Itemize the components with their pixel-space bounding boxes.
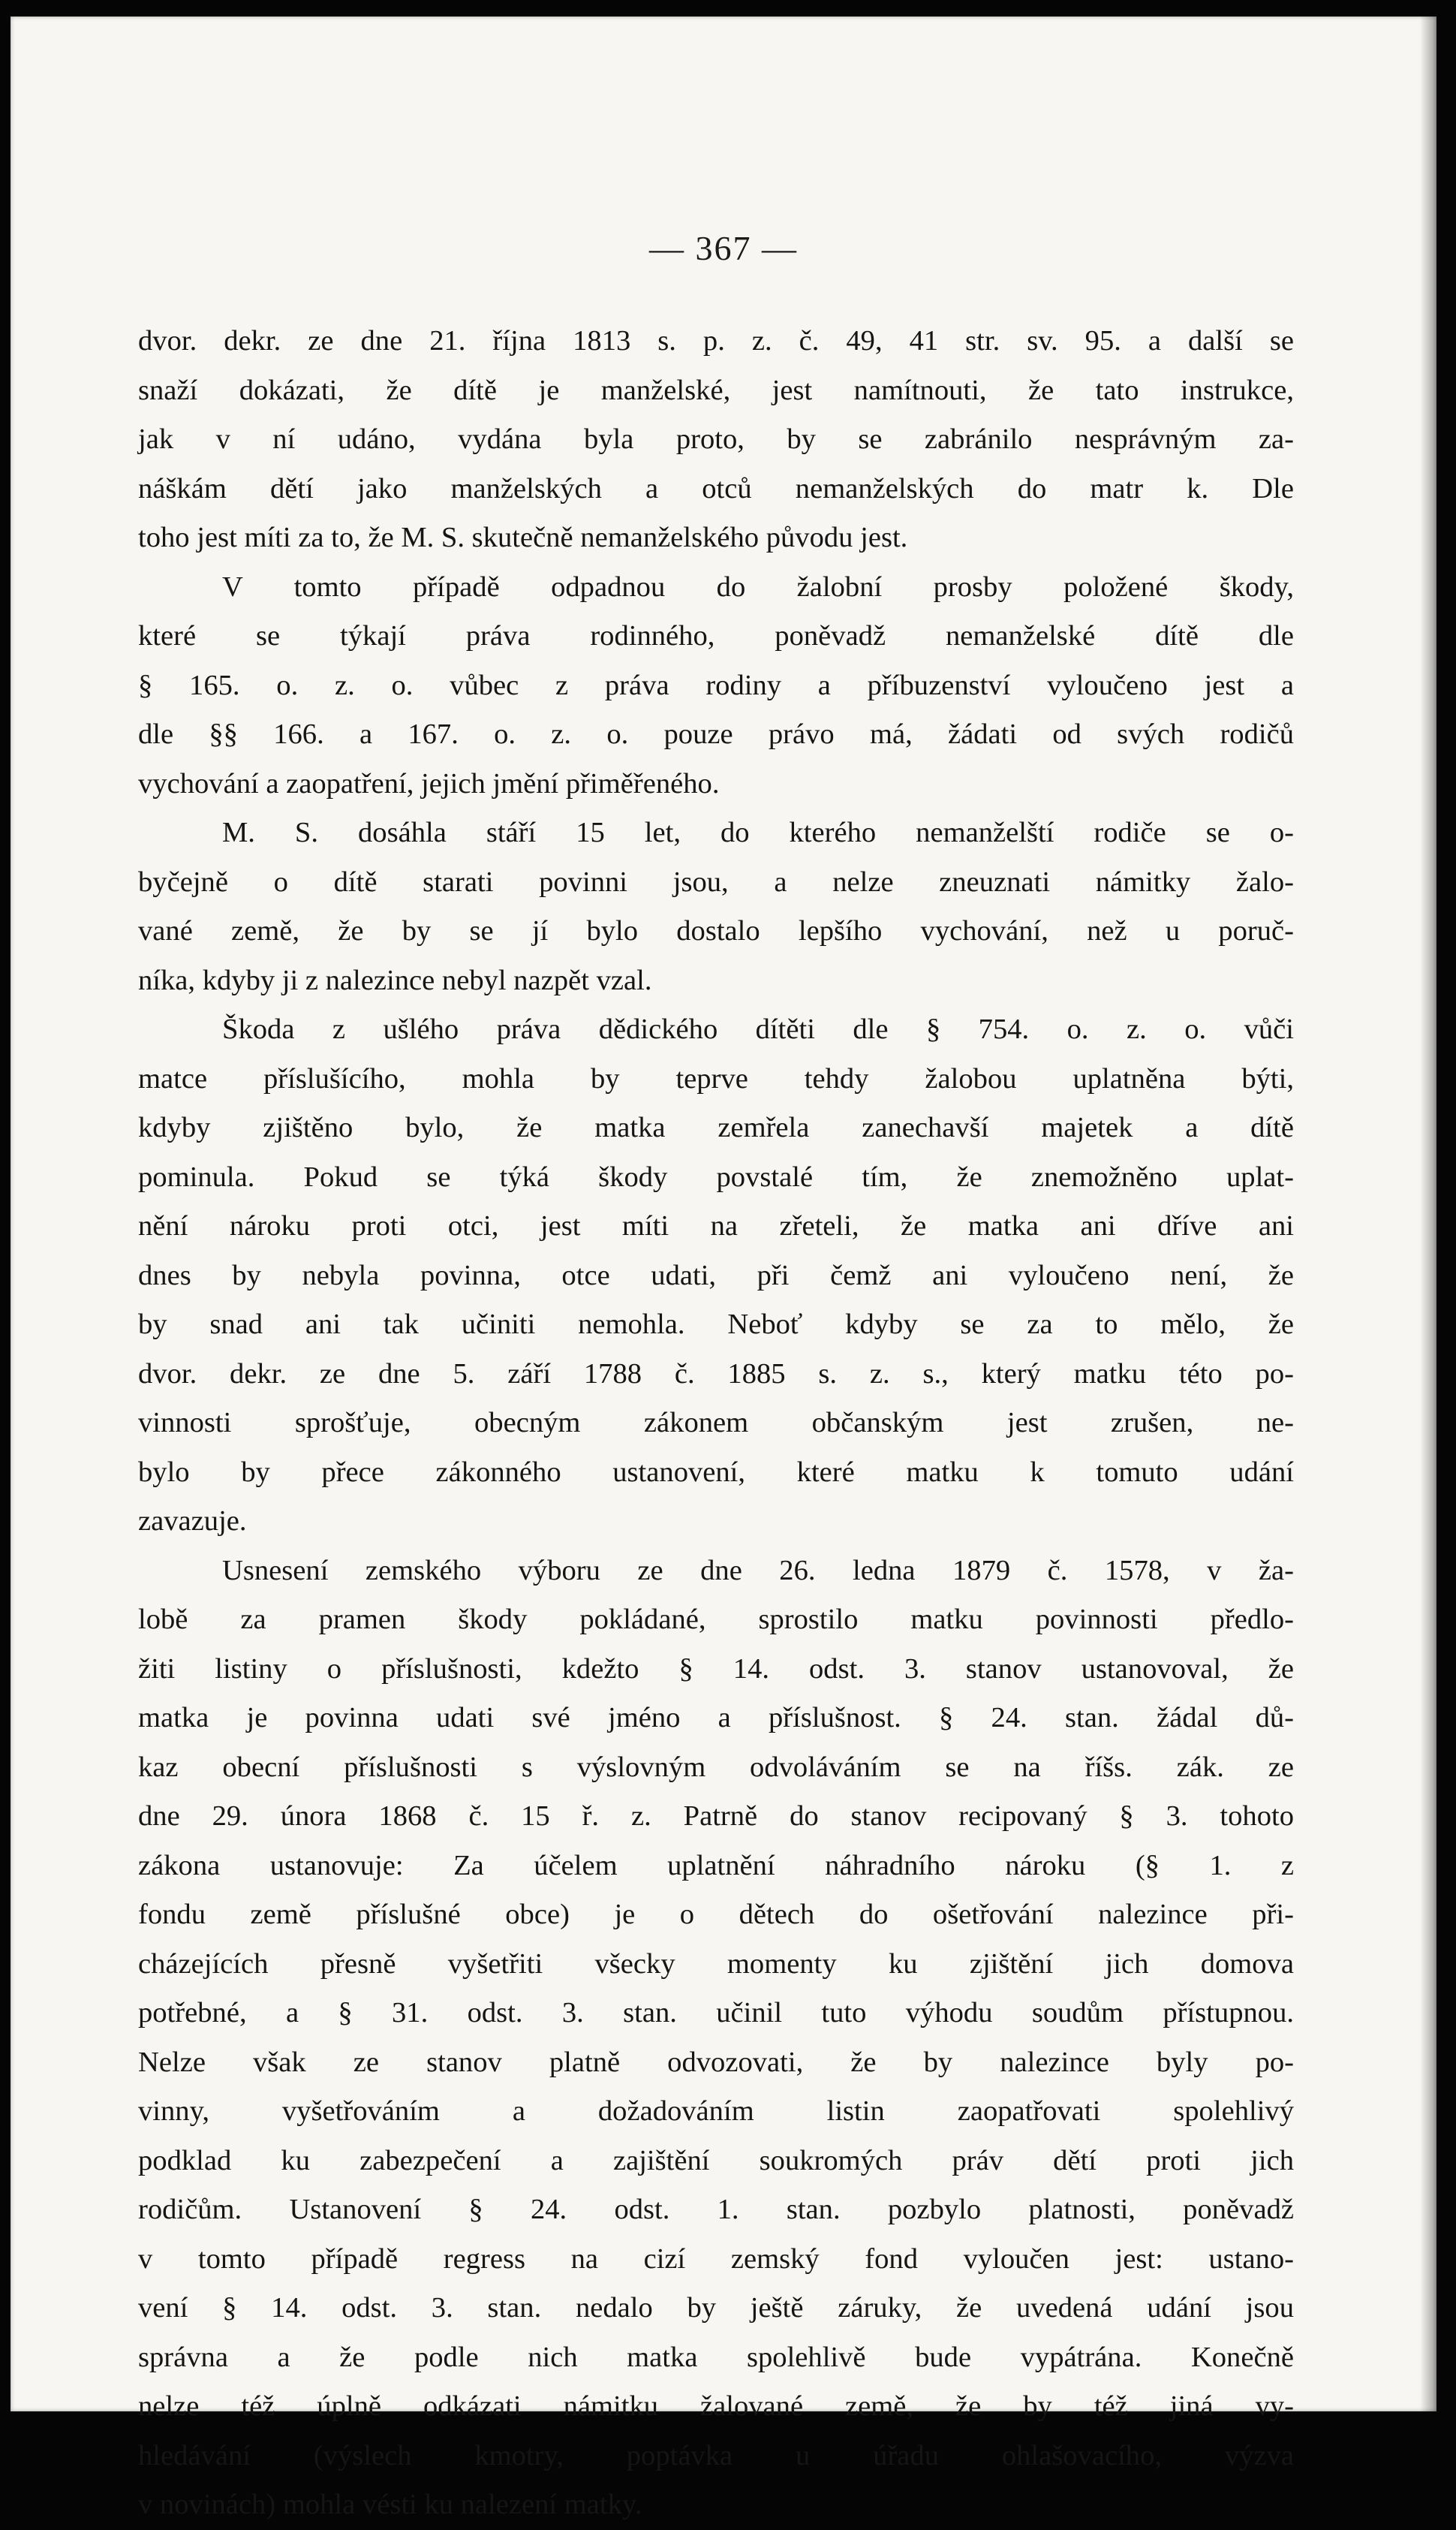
text-line: v tomto případě regress na cizí zemský fond vyloučen jest: ustano-: [138, 2242, 1294, 2275]
text-line: nění nároku proti otci, jest míti na zřeteli, že matka ani dříve ani: [138, 1210, 1294, 1242]
text-line: jak v ní udáno, vydána byla proto, by se zabránilo nesprávným za-: [138, 423, 1294, 455]
text-line: vinny, vyšetřováním a dožadováním listin zaopatřovati spolehlivý: [138, 2095, 1294, 2127]
text-line: matce příslušícího, mohla by teprve tehdy žalobou uplatněna býti,: [138, 1062, 1294, 1095]
text-line: správna a že podle nich matka spolehlivě bude vypátrána. Konečně: [138, 2341, 1294, 2373]
paragraph-2: [138, 563, 1294, 809]
text-line: matka je povinna udati své jméno a příslušnost. § 24. stan. žádal dů-: [138, 1702, 1294, 1733]
text-line: byčejně o dítě starati povinni jsou, a nelze zneuznati námitky žalo-: [138, 866, 1294, 898]
text-line: nelze též úplně odkázati námitku žalované země, že by též jiná vy-: [138, 2390, 1294, 2422]
text-line: podklad ku zabezpečení a zajištění soukromých práv dětí proti jich: [138, 2144, 1294, 2176]
text-line: pominula. Pokud se týká škody povstalé tím, že znemožněno uplat-: [138, 1161, 1294, 1193]
text-line: dne 29. února 1868 č. 15 ř. z. Patrně do stanov recipovaný § 3. tohoto: [138, 1800, 1294, 1832]
text-line: náškám dětí jako manželských a otců nemanželských do matr k. Dle: [138, 472, 1294, 504]
text-line: Nelze však ze stanov platně odvozovati, že by nalezince byly po-: [138, 2046, 1294, 2078]
text-line: lobě za pramen škody pokládané, sprostilo matku povinnosti předlo-: [138, 1604, 1294, 1635]
text-line: fondu země příslušné obce) je o dětech do ošetřování nalezince při-: [138, 1899, 1294, 1930]
text-line: zavazuje.: [138, 1505, 247, 1537]
text-line: dnes by nebyla povinna, otce udati, při čemž ani vyloučeno není, že: [138, 1259, 1294, 1291]
text-line: vychování a zaopatření, jejich jmění přiměřeného.: [138, 767, 720, 800]
text-line: žiti listiny o příslušnosti, kdežto § 14. odst. 3. stanov ustanovoval, že: [138, 1652, 1294, 1685]
text-line: vané země, že by se jí bylo dostalo lepšího vychování, než u poruč-: [138, 915, 1294, 947]
scanned-page: [11, 17, 1436, 2520]
text-line: kaz obecní příslušnosti s výslovným odvoláváním se na říšs. zák. ze: [138, 1751, 1294, 1783]
text-line: snaží dokázati, že dítě je manželské, jest namítnouti, že tato instrukce,: [138, 374, 1294, 406]
page-number: — 367 —: [649, 229, 798, 267]
text-line: rodičům. Ustanovení § 24. odst. 1. stan. pozbylo platnosti, poněvadž: [138, 2194, 1294, 2225]
text-line: kdyby zjištěno bylo, že matka zemřela zanechavší majetek a dítě: [138, 1112, 1294, 1143]
text-line: cházejících přesně vyšetřiti všecky momenty ku zjištění jich domova: [138, 1947, 1294, 1980]
text-line: V tomto případě odpadnou do žalobní prosby položené škody,: [222, 571, 1294, 603]
text-line: vení § 14. odst. 3. stan. nedalo by ještě záruky, že uvedená udání jsou: [138, 2292, 1294, 2324]
text-line: v novinách) mohla vésti ku nalezení matky.: [138, 2489, 642, 2520]
text-line: potřebné, a § 31. odst. 3. stan. učinil tuto výhodu soudům přístupnou.: [138, 1997, 1294, 2029]
text-line: hledávání (výslech kmotry, poptávka u úřadu ohlašovacího, výzva: [138, 2439, 1294, 2471]
text-line: které se týkají práva rodinného, poněvadž nemanželské dítě dle: [138, 620, 1294, 652]
paragraph-3: [138, 809, 1294, 1005]
text-line: by snad ani tak učiniti nemohla. Neboť kdyby se za to mělo, že: [138, 1309, 1294, 1340]
text-line: Škoda z ušlého práva dědického dítěti dle § 754. o. z. o. vůči: [222, 1014, 1294, 1045]
text-line: bylo by přece zákonného ustanovení, které matku k tomuto udání: [138, 1456, 1294, 1488]
text-line: M. S. dosáhla stáří 15 let, do kterého nemanželští rodiče se o-: [222, 817, 1294, 848]
text-line: zákona ustanovuje: Za účelem uplatnění náhradního nároku (§ 1. z: [138, 1849, 1294, 1881]
text-line: dle §§ 166. a 167. o. z. o. pouze právo má, žádati od svých rodičů: [138, 718, 1294, 750]
text-line: vinnosti sprošťuje, obecným zákonem občanským jest zrušen, ne-: [138, 1407, 1294, 1438]
text-line: dvor. dekr. ze dne 21. října 1813 s. p. z. č. 49, 41 str. sv. 95. a další se: [138, 325, 1294, 357]
text-line: § 165. o. z. o. vůbec z práva rodiny a příbuzenství vyloučeno jest a: [138, 669, 1294, 701]
paragraph-5: [138, 1547, 1294, 2530]
paragraph-4: [138, 1005, 1294, 1547]
page-edge-shadow: [1420, 17, 1436, 2411]
text-line: toho jest míti za to, že M. S. skutečně nemanželského původu jest.: [138, 522, 908, 553]
text-line: Usnesení zemského výboru ze dne 26. ledna 1879 č. 1578, v ža-: [222, 1554, 1294, 1586]
paragraph-1: [138, 317, 1294, 563]
text-line: níka, kdyby ji z nalezince nebyl nazpět vzal.: [138, 964, 652, 996]
body-text: [138, 317, 1294, 2530]
text-line: dvor. dekr. ze dne 5. září 1788 č. 1885 s. z. s., který matku této po-: [138, 1357, 1294, 1390]
